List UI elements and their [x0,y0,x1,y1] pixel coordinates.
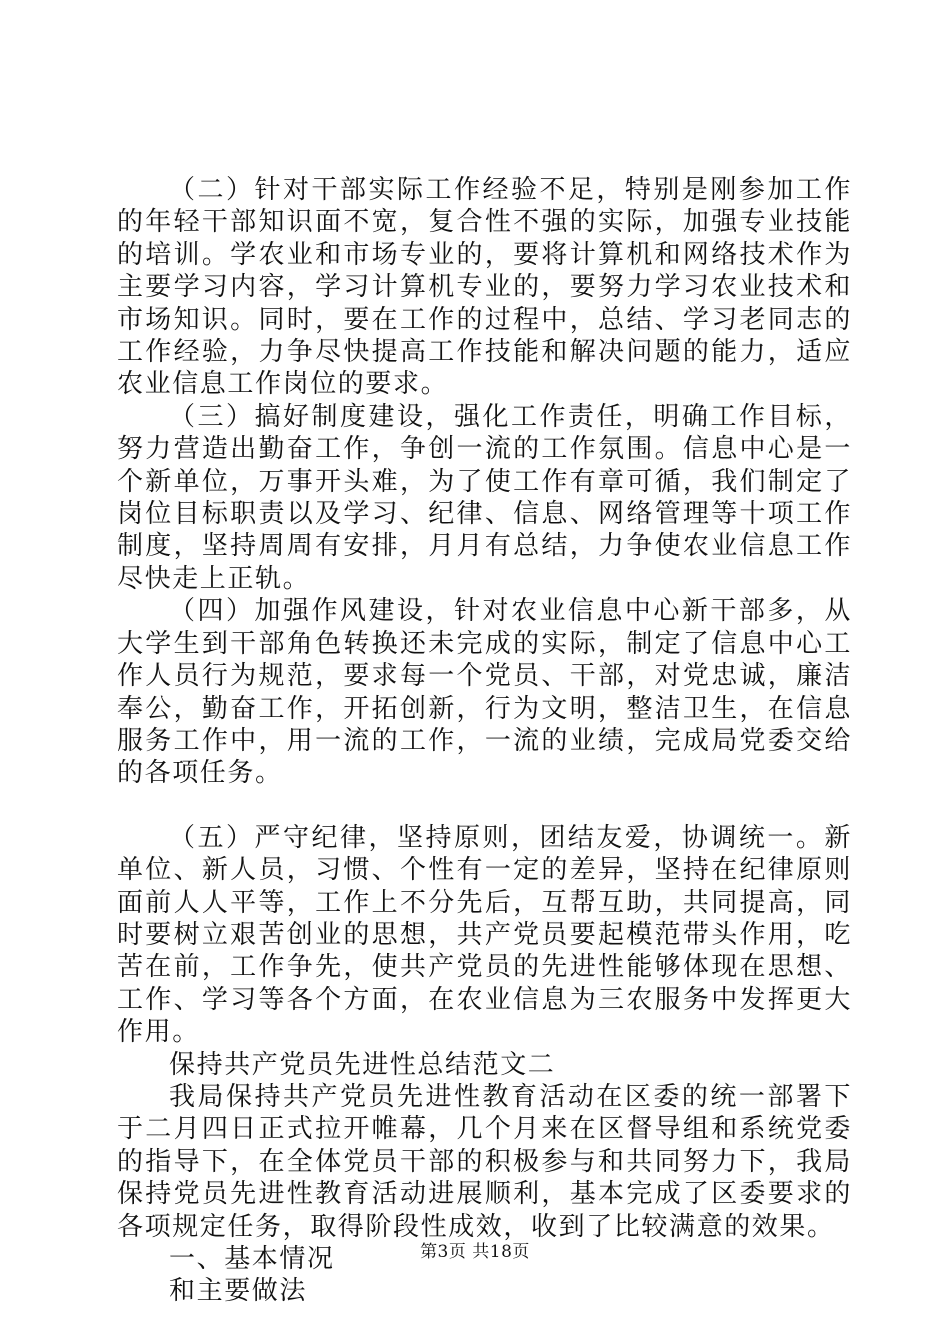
section-title: 保持共产党员先进性总结范文二 [169,1049,556,1080]
paragraph-3: （三）搞好制度建设，强化工作责任，明确工作目标，努力营造出勤奋工作，争创一流的工作氛围。信息中心是一个新单位，万事开头难，为了使工作有章可循，我们制定了岗位目标职责以及学习、纪律、信息、网络管理等十项工作制度，坚持周周有安排，月月有总结，力争使农业信息工作尽快走上正轨。 [117,401,852,594]
paragraph-4: （四）加强作风建设，针对农业信息中心新干部多，从大学生到干部角色转换还未完成的实际，制定了信息中心工作人员行为规范，要求每一个党员、干部，对党忠诚，廉洁奉公，勤奋工作，开拓创新，行为文明，整洁卫生，在信息服务工作中，用一流的工作，一流的业绩，完成局党委交给的各项任务。 [117,596,852,789]
paragraph-5: （五）严守纪律，坚持原则，团结友爱，协调统一。新单位、新人员，习惯、个性有一定的差异，坚持在纪律原则面前人人平等，工作上不分先后，互帮互助，共同提高，同时要树立艰苦创业的思想，共产党员要起模范带头作用，吃苦在前，工作争先，使共产党员的先进性能够体现在思想、工作、学习等各个方面，在农业信息为三农服务中发挥更大作用。 [117,822,852,1048]
page-number-footer: 第3页 共18页 [420,1242,530,1262]
paragraph-spacer [117,790,852,822]
subheading-basic-situation: 一、基本情况 [169,1244,335,1274]
document-body [117,174,852,1308]
paragraph-6: 我局保持共产党员先进性教育活动在区委的统一部署下于二月四日正式拉开帷幕，几个月来在区督导组和系统党委的指导下，在全体党员干部的积极参与和共同努力下，我局保持党员先进性教育活动进展顺利，基本完成了区委要求的各项规定任务，取得阶段性成效，收到了比较满意的效果。 [117,1081,852,1242]
subheading-main-practices: 和主要做法 [169,1276,308,1307]
paragraph-2: （二）针对干部实际工作经验不足，特别是刚参加工作的年轻干部知识面不宽，复合性不强的实际，加强专业技能的培训。学农业和市场专业的，要将计算机和网络技术作为主要学习内容，学习计算机专业的，要努力学习农业技术和市场知识。同时，要在工作的过程中，总结、学习老同志的工作经验，力争尽快提高工作技能和解决问题的能力，适应农业信息工作岗位的要求。 [117,175,852,400]
